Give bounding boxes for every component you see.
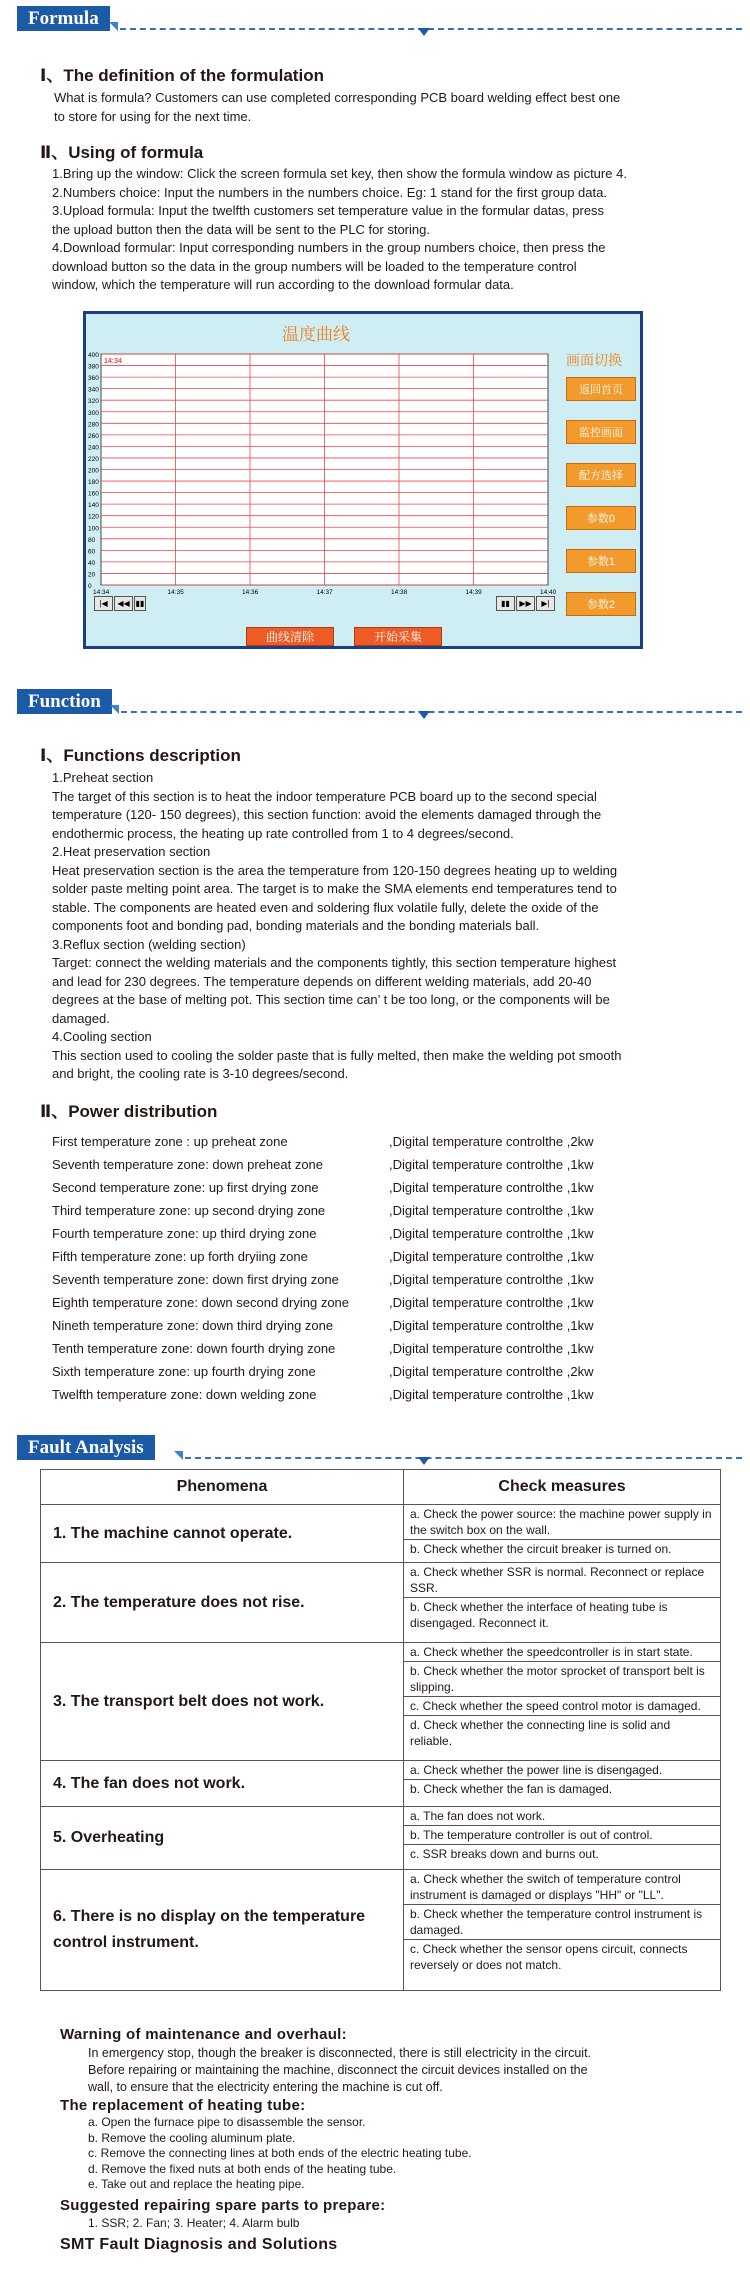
- zone-name: Eighth temperature zone: down second drying zone: [52, 1295, 350, 1310]
- replacement-heading: The replacement of heating tube:: [60, 2097, 306, 2114]
- fault-tab: Fault Analysis: [17, 1435, 155, 1460]
- power-row: [52, 1337, 594, 1360]
- function-line: degrees at the base of melting pot. This section time can’ t be too long, or the components will be: [52, 992, 610, 1007]
- footer-title: SMT Fault Diagnosis and Solutions: [60, 2236, 338, 2253]
- zone-name: Fourth temperature zone: up third drying zone: [52, 1226, 317, 1241]
- warning-line: In emergency stop, though the breaker is disconnected, there is still electricity in the circuit.: [88, 2046, 592, 2060]
- measures-cell: [404, 1505, 721, 1563]
- hmi-nav-button[interactable]: 配方选择: [566, 463, 636, 487]
- formula-using-heading: Ⅱ、Using of formula: [40, 143, 204, 162]
- check-measure: a. Check whether SSR is normal. Reconnect or replace SSR.: [410, 1565, 705, 1595]
- phenomenon-cell: 3. The transport belt does not work.: [41, 1643, 404, 1761]
- first-page-button[interactable]: |◀: [94, 596, 113, 611]
- using-line: the upload button then the data will be sent to the PLC for storing.: [52, 221, 430, 237]
- power-row: [52, 1314, 594, 1337]
- formula-tab: Formula: [17, 6, 110, 31]
- zone-name: Second temperature zone: up first drying zone: [52, 1180, 319, 1195]
- using-line: window, which the temperature will run according to the download formular data.: [52, 277, 514, 292]
- y-tick-label: 20: [88, 571, 96, 579]
- table-row: [41, 1870, 721, 1991]
- y-tick-label: 180: [88, 479, 99, 487]
- y-tick-label: 200: [88, 467, 99, 475]
- tab-flag-icon: [109, 22, 118, 31]
- function-line: and bright, the cooling rate is 3-10 degrees/second.: [52, 1066, 349, 1081]
- replacement-step: c. Remove the connecting lines at both ends of the electric heating tube.: [88, 2146, 472, 2160]
- pause-left-button[interactable]: ▮▮: [134, 596, 146, 611]
- function-line: The target of this section is to heat the indoor temperature PCB board up to the second special: [52, 788, 597, 804]
- zone-spec: ,Digital temperature controlthe ,1kw: [389, 1249, 594, 1264]
- function-section-header: [0, 683, 750, 723]
- power-row: [52, 1130, 594, 1153]
- function-line: 2.Heat preservation section: [52, 844, 211, 859]
- check-measure: b. The temperature controller is out of control.: [404, 1825, 720, 1844]
- zone-spec: ,Digital temperature controlthe ,1kw: [389, 1157, 594, 1172]
- section-divider: [120, 28, 742, 30]
- function-line: components foot and bonding pad, bonding materials and the bonding materials ball.: [52, 918, 540, 933]
- function-line: 3.Reflux section (welding section): [52, 936, 246, 952]
- power-row: [52, 1222, 594, 1245]
- check-measure: a. Check whether the speedcontroller is in start state.: [410, 1645, 693, 1659]
- phenomena-header: Phenomena: [41, 1470, 404, 1505]
- current-time-label: 14:34: [104, 358, 122, 365]
- functions-description-text: [52, 769, 621, 1084]
- fast-forward-button[interactable]: ▶▶: [516, 596, 535, 611]
- function-tab: Function: [17, 689, 112, 714]
- phenomenon-cell: 5. Overheating: [41, 1807, 404, 1870]
- using-line: 2.Numbers choice: Input the numbers in the numbers choice. Eg: 1 stand for the first group data.: [52, 184, 607, 200]
- power-row: [52, 1199, 594, 1222]
- check-measures-header: Check measures: [404, 1470, 721, 1505]
- zone-spec: ,Digital temperature controlthe ,1kw: [389, 1226, 594, 1241]
- zone-spec: ,Digital temperature controlthe ,1kw: [389, 1387, 594, 1402]
- y-tick-label: 320: [88, 398, 99, 406]
- divider-arrow-icon: [418, 28, 430, 36]
- zone-spec: ,Digital temperature controlthe ,1kw: [389, 1272, 594, 1287]
- formula-definition-heading: Ⅰ、The definition of the formulation: [40, 66, 324, 85]
- zone-name: First temperature zone : up preheat zone: [52, 1134, 288, 1149]
- phenomenon-cell: 6. There is no display on the temperature control instrument.: [41, 1870, 404, 1991]
- measures-cell: [404, 1870, 721, 1991]
- y-tick-label: 260: [88, 432, 99, 440]
- using-line: 4.Download formular: Input corresponding numbers in the group numbers choice, then press the: [52, 240, 606, 255]
- zone-spec: ,Digital temperature controlthe ,2kw: [389, 1364, 594, 1379]
- table-row: [41, 1807, 721, 1870]
- power-distribution-list: [52, 1130, 594, 1406]
- hmi-nav-button[interactable]: 参数1: [566, 549, 636, 573]
- zone-name: Third temperature zone: up second drying zone: [52, 1203, 326, 1218]
- x-tick-label: 14:36: [242, 589, 259, 596]
- check-measure: a. Check whether the switch of temperature control instrument is damaged or displays "HH" or "LL".: [410, 1872, 681, 1902]
- function-line: stable. The components are heated even and soldering flux volatile fully, delete the oxide of the: [52, 899, 599, 915]
- section-divider: [185, 1457, 742, 1459]
- zone-name: Nineth temperature zone: down third drying zone: [52, 1318, 334, 1333]
- spare-parts-list: 1. SSR; 2. Fan; 3. Heater; 4. Alarm bulb: [88, 2216, 300, 2230]
- zone-name: Sixth temperature zone: up fourth drying zone: [52, 1364, 316, 1379]
- y-tick-label: 140: [88, 502, 99, 510]
- table-row: [41, 1505, 721, 1563]
- function-line: endothermic process, the heating up rate controlled from 1 to 4 degrees/second.: [52, 825, 514, 841]
- function-line: damaged.: [52, 1010, 110, 1026]
- check-measure: b. Check whether the fan is damaged.: [404, 1779, 720, 1798]
- formula-using-text: [52, 165, 627, 295]
- y-tick-label: 340: [88, 386, 99, 394]
- measures-cell: [404, 1807, 721, 1870]
- power-row: [52, 1291, 594, 1314]
- y-tick-label: 80: [88, 536, 96, 544]
- check-measure: c. Check whether the speed control motor is damaged.: [404, 1696, 720, 1715]
- zone-spec: ,Digital temperature controlthe ,1kw: [389, 1203, 594, 1218]
- clear-curve-button[interactable]: 曲线清除: [246, 627, 334, 646]
- check-measure: b. Check whether the circuit breaker is turned on.: [404, 1539, 720, 1558]
- hmi-nav-button[interactable]: 参数0: [566, 506, 636, 530]
- functions-description-heading: Ⅰ、Functions description: [40, 746, 241, 765]
- function-line: solder paste melting point area. The target is to make the SMA elements end temperatures tend to: [52, 881, 617, 896]
- check-measure: b. Check whether the motor sprocket of transport belt is slipping.: [404, 1661, 720, 1696]
- phenomenon-cell: 4. The fan does not work.: [41, 1761, 404, 1807]
- warning-heading: Warning of maintenance and overhaul:: [60, 2026, 347, 2043]
- y-tick-label: 0: [88, 583, 92, 590]
- y-tick-label: 280: [88, 421, 99, 429]
- definition-line: to store for using for the next time.: [54, 108, 252, 124]
- x-tick-label: 14:35: [167, 589, 184, 596]
- replacement-step: d. Remove the fixed nuts at both ends of the heating tube.: [88, 2161, 397, 2176]
- power-distribution-heading: Ⅱ、Power distribution: [40, 1102, 218, 1121]
- check-measure: d. Check whether the connecting line is solid and reliable.: [404, 1715, 720, 1750]
- x-tick-label: 14:37: [316, 589, 333, 596]
- y-tick-label: 400: [88, 352, 99, 359]
- phenomenon-cell: 2. The temperature does not rise.: [41, 1563, 404, 1643]
- check-measure: a. The fan does not work.: [410, 1809, 546, 1823]
- replacement-steps: [88, 2115, 472, 2193]
- function-line: Heat preservation section is the area the temperature from 120-150 degrees heating up to welding: [52, 862, 618, 878]
- power-row: [52, 1176, 594, 1199]
- table-header-row: [41, 1470, 721, 1505]
- zone-spec: ,Digital temperature controlthe ,1kw: [389, 1341, 594, 1356]
- x-tick-label: 14:39: [465, 589, 482, 596]
- check-measure: c. Check whether the sensor opens circuit, connects reversely or does not match.: [404, 1939, 720, 1974]
- y-tick-label: 240: [88, 444, 99, 452]
- screen-switch-label: 画面切换: [566, 352, 622, 368]
- y-tick-label: 40: [88, 559, 96, 567]
- measures-cell: [404, 1643, 721, 1761]
- definition-line: What is formula? Customers can use completed corresponding PCB board welding effect best one: [54, 90, 621, 105]
- zone-name: Fifth temperature zone: up forth dryiing zone: [52, 1249, 308, 1264]
- y-tick-label: 360: [88, 375, 99, 383]
- using-line: download button so the data in the group numbers will be loaded to the temperature control: [52, 258, 577, 274]
- formula-definition-text: [54, 89, 620, 126]
- warning-line: Before repairing or maintaining the machine, disconnect the circuit devices installed on the: [88, 2063, 588, 2077]
- function-line: temperature (120- 150 degrees), this section function: avoid the elements damaged through the: [52, 807, 602, 822]
- function-line: 1.Preheat section: [52, 770, 154, 785]
- pause-button[interactable]: ▮▮: [496, 596, 515, 611]
- section-divider: [121, 711, 742, 713]
- y-tick-label: 160: [88, 490, 99, 498]
- power-row: [52, 1245, 594, 1268]
- y-tick-label: 380: [88, 363, 99, 371]
- zone-spec: ,Digital temperature controlthe ,1kw: [389, 1318, 594, 1333]
- function-line: and lead for 230 degrees. The temperature depends on different welding materials, add 20-40: [52, 973, 592, 989]
- zone-spec: ,Digital temperature controlthe ,1kw: [389, 1295, 594, 1310]
- function-line: This section used to cooling the solder paste that is fully melted, then make the welding pot smooth: [52, 1047, 622, 1063]
- table-row: [41, 1563, 721, 1643]
- function-line: Target: connect the welding materials and the components tightly, this section temperature highest: [52, 955, 617, 970]
- y-tick-label: 120: [88, 513, 99, 521]
- power-row: [52, 1383, 594, 1406]
- spare-parts-heading: Suggested repairing spare parts to prepare:: [60, 2197, 386, 2214]
- measures-cell: [404, 1563, 721, 1643]
- rewind-button[interactable]: ◀◀: [114, 596, 133, 611]
- using-line: 3.Upload formula: Input the twelfth customers set temperature value in the formular datas, press: [52, 203, 605, 218]
- fault-section-header: [0, 1429, 750, 1469]
- x-tick-label: 14:34: [93, 589, 110, 596]
- using-line: 1.Bring up the window: Click the screen formula set key, then show the formula window as picture 4.: [52, 166, 627, 181]
- temperature-curve-screen: [83, 311, 643, 649]
- x-tick-label: 14:40: [540, 589, 556, 596]
- last-page-button[interactable]: ▶|: [536, 596, 555, 611]
- tab-flag-icon: [110, 705, 119, 714]
- tab-flag-icon: [174, 1451, 183, 1460]
- measures-cell: [404, 1761, 721, 1807]
- table-row: [41, 1761, 721, 1807]
- check-measure: b. Check whether the interface of heating tube is disengaged. Reconnect it.: [404, 1597, 720, 1632]
- zone-name: Seventh temperature zone: down first drying zone: [52, 1272, 339, 1287]
- check-measure: a. Check whether the power line is disengaged.: [410, 1763, 663, 1777]
- zone-name: Twelfth temperature zone: down welding zone: [52, 1387, 317, 1402]
- replacement-step: a. Open the furnace pipe to disassemble the sensor.: [88, 2115, 366, 2129]
- zone-spec: ,Digital temperature controlthe ,2kw: [389, 1134, 594, 1149]
- check-measure: c. SSR breaks down and burns out.: [404, 1844, 720, 1863]
- divider-arrow-icon: [418, 711, 430, 719]
- start-collect-button[interactable]: 开始采集: [354, 627, 442, 646]
- warning-text: [88, 2045, 591, 2096]
- fault-analysis-table: [40, 1469, 721, 1991]
- hmi-title: 温度曲线: [282, 325, 350, 344]
- zone-spec: ,Digital temperature controlthe ,1kw: [389, 1180, 594, 1195]
- hmi-nav-button[interactable]: 返回首页: [566, 377, 636, 401]
- phenomenon-cell: 1. The machine cannot operate.: [41, 1505, 404, 1563]
- hmi-nav-button[interactable]: 参数2: [566, 592, 636, 616]
- power-row: [52, 1153, 594, 1176]
- check-measure: a. Check the power source: the machine power supply in the switch box on the wall.: [410, 1507, 712, 1537]
- formula-section-header: [0, 0, 750, 40]
- zone-name: Tenth temperature zone: down fourth drying zone: [52, 1341, 336, 1356]
- check-measure: b. Check whether the temperature control instrument is damaged.: [404, 1904, 720, 1939]
- y-tick-label: 100: [88, 525, 99, 533]
- function-line: 4.Cooling section: [52, 1029, 152, 1044]
- divider-arrow-icon: [418, 1457, 430, 1465]
- y-tick-label: 60: [88, 548, 96, 556]
- y-tick-label: 220: [88, 455, 99, 463]
- replacement-step: b. Remove the cooling aluminum plate.: [88, 2130, 296, 2145]
- x-tick-label: 14:38: [391, 589, 408, 596]
- y-tick-label: 300: [88, 409, 99, 417]
- power-row: [52, 1268, 594, 1291]
- zone-name: Seventh temperature zone: down preheat zone: [52, 1157, 324, 1172]
- replacement-step: e. Take out and replace the heating pipe.: [88, 2177, 305, 2191]
- table-row: [41, 1643, 721, 1761]
- warning-line: wall, to ensure that the electricity entering the machine is cut off.: [88, 2080, 443, 2094]
- power-row: [52, 1360, 594, 1383]
- hmi-nav-button[interactable]: 监控画面: [566, 420, 636, 444]
- temperature-chart: [86, 314, 556, 614]
